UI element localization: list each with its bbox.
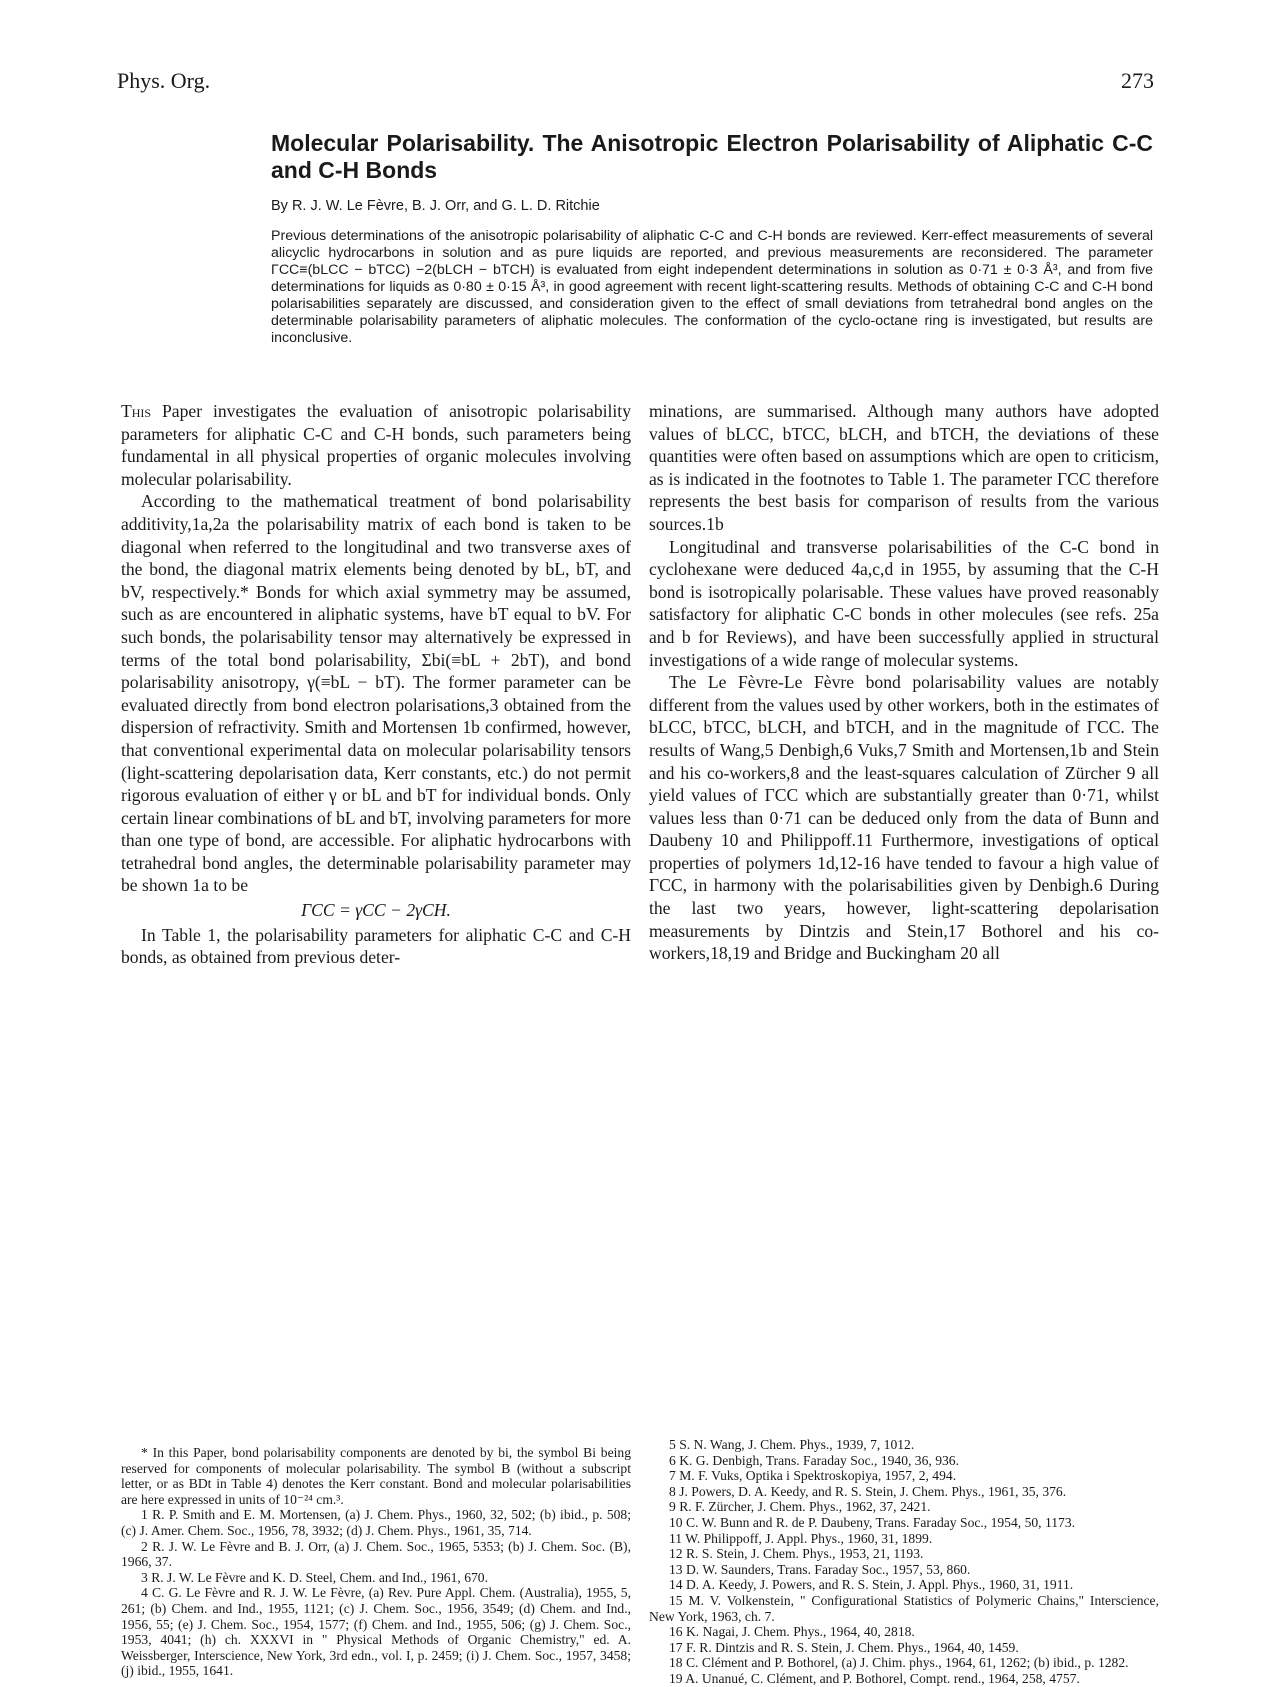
footnote: 13 D. W. Saunders, Trans. Faraday Soc., 1957, 53, 860. [669,1561,971,1577]
body-paragraph: In Table 1, the polarisability parameters for aliphatic C-C and C-H bonds, as obtained from previous deter- [121,924,631,968]
footnote: 16 K. Nagai, J. Chem. Phys., 1964, 40, 2818. [669,1624,915,1640]
body-paragraph: According to the mathematical treatment of bond polarisability additivity,1a,2a the polarisability matrix of each bond is taken to be diagonal when referred to the longitudinal and two transverse axes of the bond, the diagonal matrix elements being denoted by bL, bT, and bV, respectively.* Bonds for which axial symmetry may be assumed, such as are encountered in aliphatic systems, have bT equal to bV. For such bonds, the polarisability tensor may alternatively be expressed in terms of the total bond polarisability, Σbi(≡bL + 2bT), and bond polarisability anisotropy, γ(≡bL − bT). The former parameter can be evaluated directly from bond electron polarisations,3 obtained from the dispersion of refractivity. Smith and Mortensen 1b confirmed, however, that conventional experimental data on molecular polarisability tensors (light-scattering depolarisation data, Kerr constants, etc.) do not permit rigorous evaluation of either γ or bL and bT for individual bonds. Only certain linear combinations of bL and bT, involving parameters for more than one type of bond, are accessible. For aliphatic hydrocarbons with tetrahedral bond angles, the determinable polarisability parameter may be shown 1a to be [121,491,631,896]
footnote: 17 F. R. Dintzis and R. S. Stein, J. Chem. Phys., 1964, 40, 1459. [669,1639,1019,1655]
body-paragraph: minations, are summarised. Although many authors have adopted values of bLCC, bTCC, bLCH, and bTCH, the deviations of these quantities were often based on assumptions which are open to criticism, as is indicated in the footnotes to Table 1. The parameter ΓCC therefore represents the best basis for comparison of results from the various sources.1b [649,401,1159,534]
footnote: 9 R. F. Zürcher, J. Chem. Phys., 1962, 37, 2421. [669,1499,931,1515]
footnote: 19 A. Unanué, C. Clément, and P. Bothorel, Compt. rend., 1964, 258, 4757. [669,1670,1080,1686]
footnote: 1 R. P. Smith and E. M. Mortensen, (a) J. Chem. Phys., 1960, 32, 502; (b) ibid., p. 508; (c) J. Amer. Chem. Soc., 1956, 78, 3932; (d) J. Chem. Phys., 1961, 35, 714. [121,1507,631,1538]
footnote: 7 M. F. Vuks, Optika i Spektroskopiya, 1957, 2, 494. [669,1468,957,1484]
body-paragraph: Longitudinal and transverse polarisabilities of the C-C bond in cyclohexane were deduced 4a,c,d in 1955, by assuming that the C-H bond is isotropically polarisable. These values have proved reasonably satisfactory for aliphatic C-C bonds in other molecules (see refs. 25a and b for Reviews), and have been successfully applied in structural investigations of a wide range of molecular systems. [649,536,1159,670]
article-title: Molecular Polarisability. The Anisotropic Electron Polarisability of Aliphatic C-C and C-H Bonds [271,130,1153,183]
footnote: 5 S. N. Wang, J. Chem. Phys., 1939, 7, 1012. [669,1437,915,1452]
footnotes-right [649,1437,1159,1687]
article-abstract: Previous determinations of the anisotropic polarisability of aliphatic C-C and C-H bonds are reviewed. Kerr-effect measurements of several alicyclic hydrocarbons in solution and as pure liquids are reported, and previous measurements are reconsidered. The parameter ΓCC≡(bLCC − bTCC) −2(bLCH − bTCH) is evaluated from eight independent determinations in solution as 0·71 ± 0·3 Å³, and from five determinations for liquids as 0·80 ± 0·15 Å³, in good agreement with recent light-scattering results. Methods of obtaining C-C and C-H bond polarisabilities separately are discussed, and consideration given to the effect of small deviations from tetrahedral bond angles on the determinable polarisability parameters of aliphatic molecules. The conformation of the cyclo-octane ring is investigated, but results are inconclusive. [271,228,1153,346]
page-number: 273 [1121,68,1154,93]
footnote: 2 R. J. W. Le Fèvre and B. J. Orr, (a) J. Chem. Soc., 1965, 5353; (b) J. Chem. Soc. (B), 1966, 37. [121,1538,631,1570]
body-column-right [649,400,1159,965]
equation: ΓCC = γCC − 2γCH. [301,900,451,921]
footnote: 4 C. G. Le Fèvre and R. J. W. Le Fèvre, (a) Rev. Pure Appl. Chem. (Australia), 1955, 5, 261; (b) Chem. and Ind., 1955, 1121; (c) J. Chem. Soc., 1956, 3549; (d) Chem. and Ind., 1956, 55; (e) J. Chem. Soc., 1954, 1577; (f) Chem. and Ind., 1955, 506; (g) J. Chem. Soc., 1953, 4041; (h) ch. XXXVI in " Physical Methods of Organic Chemistry," ed. A. Weissberger, Interscience, New York, 3rd edn., vol. I, p. 2459; (i) J. Chem. Soc., 1957, 3458; (j) ibid., 1955, 1641. [121,1585,631,1679]
running-head: Phys. Org. [117,68,211,93]
footnotes-left [121,1445,631,1679]
footnote: 8 J. Powers, D. A. Keedy, and R. S. Stein, J. Chem. Phys., 1961, 35, 376. [669,1483,1067,1499]
article-authors: By R. J. W. Le Fèvre, B. J. Orr, and G. L. D. Ritchie [271,198,600,214]
footnote: 15 M. V. Volkenstein, " Configurational Statistics of Polymeric Chains," Interscience, New York, 1963, ch. 7. [649,1592,1159,1624]
footnote: 14 D. A. Keedy, J. Powers, and R. S. Stein, J. Appl. Phys., 1960, 31, 1911. [669,1577,1074,1593]
footnote: 11 W. Philippoff, J. Appl. Phys., 1960, 31, 1899. [669,1530,933,1546]
footnote: 12 R. S. Stein, J. Chem. Phys., 1953, 21, 1193. [669,1546,924,1562]
body-paragraph: The Le Fèvre-Le Fèvre bond polarisability values are notably different from the values used by other workers, both in the estimates of bLCC, bTCC, bLCH, and bTCH, and in the magnitude of ΓCC. The results of Wang,5 Denbigh,6 Vuks,7 Smith and Mortensen,1b and Stein and his co-workers,8 and the least-squares calculation of Zürcher 9 all yield values of ΓCC which are substantially greater than 0·71, whilst values less than 0·71 can be deduced only from the data of Bunn and Daubeny 10 and Philippoff.11 Furthermore, investigations of optical properties of polymers 1d,12-16 have tended to favour a high value of ΓCC, in harmony with the polarisabilities given by Denbigh.6 During the last two years, however, light-scattering depolarisation measurements by Dintzis and Stein,17 Bothorel and his co-workers,18,19 and Bridge and Buckingham 20 all [649,672,1159,964]
footnote: 18 C. Clément and P. Bothorel, (a) J. Chim. phys., 1964, 61, 1262; (b) ibid., p. 1282. [669,1655,1129,1671]
body-column-left [121,400,631,969]
footnote: 3 R. J. W. Le Fèvre and K. D. Steel, Chem. and Ind., 1961, 670. [141,1569,488,1585]
footnote: 6 K. G. Denbigh, Trans. Faraday Soc., 1940, 36, 936. [669,1452,959,1468]
paragraph-lead-word: This [121,401,152,421]
footnote: * In this Paper, bond polarisability components are denoted by bi, the symbol Bi being reserved for components of molecular polarisability. The symbol B (without a subscript letter, or as BDt in Table 4) denotes the Kerr constant. Bond and molecular polarisabilities are here expressed in units of 10⁻²⁴ cm.³. [121,1445,631,1507]
footnote: 10 C. W. Bunn and R. de P. Daubeny, Trans. Faraday Soc., 1954, 50, 1173. [669,1514,1076,1530]
body-paragraph: This Paper investigates the evaluation of anisotropic polarisability parameters for aliphatic C-C and C-H bonds, such parameters being fundamental in all physical properties of organic molecules involving molecular polarisability. [121,401,631,489]
